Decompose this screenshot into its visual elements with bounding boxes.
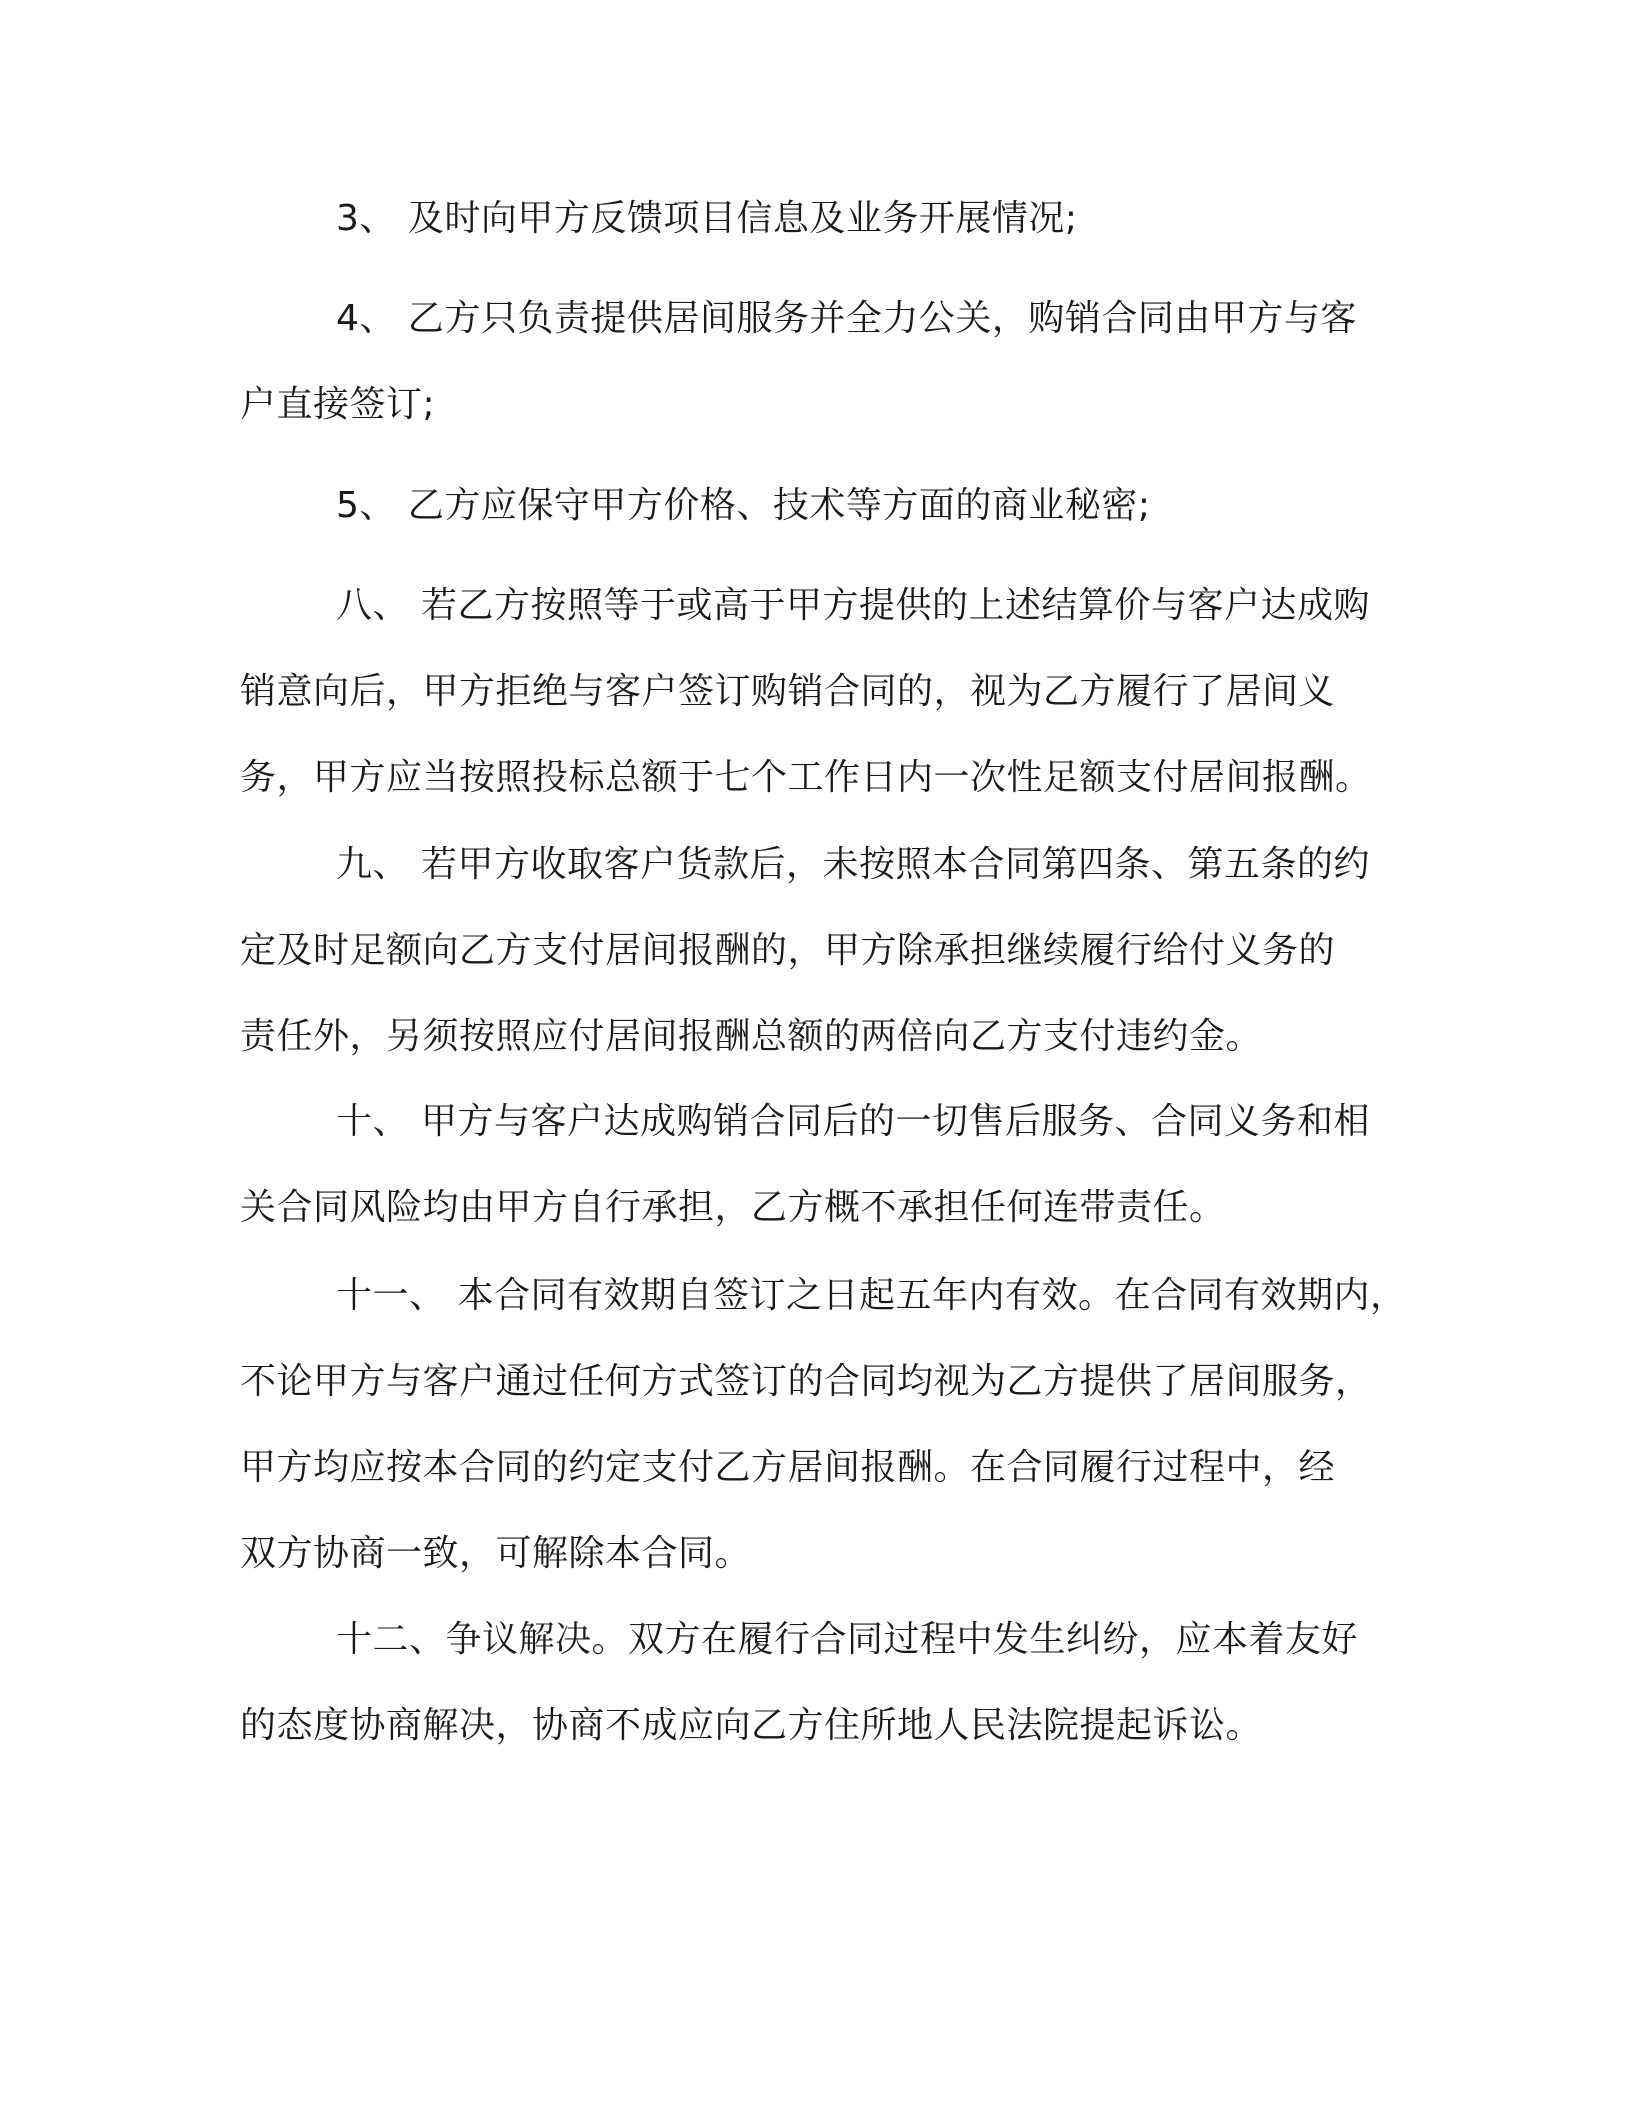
paragraph-line: 4、 乙方只负责提供居间服务并全力公关，购销合同由甲方与客 <box>336 298 1357 339</box>
paragraph-line: 5、 乙方应保守甲方价格、技术等方面的商业秘密; <box>336 485 1151 526</box>
paragraph-line: 责任外，另须按照应付居间报酬总额的两倍向乙方支付违约金。 <box>240 1016 1263 1057</box>
paragraph-item-3 <box>240 176 1400 262</box>
paragraph-line: 务，甲方应当按照投标总额于七个工作日内一次性足额支付居间报酬。 <box>240 757 1372 798</box>
paragraph-line: 十二、争议解决。双方在履行合同过程中发生纠纷，应本着友好 <box>336 1619 1359 1660</box>
paragraph-line: 关合同风险均由甲方自行承担，乙方概不承担任何连带责任。 <box>240 1187 1226 1228</box>
paragraph-line: 十、 甲方与客户达成购销合同后的一切售后服务、合同义务和相 <box>336 1101 1370 1142</box>
clause-9 <box>240 822 1400 1080</box>
clause-12 <box>240 1597 1400 1769</box>
paragraph-line: 甲方均应按本合同的约定支付乙方居间报酬。在合同履行过程中，经 <box>240 1447 1336 1488</box>
clause-11 <box>240 1253 1407 1597</box>
paragraph-line: 九、 若甲方收取客户货款后，未按照本合同第四条、第五条的约 <box>336 844 1370 885</box>
paragraph-line: 3、 及时向甲方反馈项目信息及业务开展情况; <box>336 198 1078 239</box>
paragraph-line: 定及时足额向乙方支付居间报酬的，甲方除承担继续履行给付义务的 <box>240 930 1336 971</box>
paragraph-line: 销意向后，甲方拒绝与客户签订购销合同的，视为乙方履行了居间义 <box>240 671 1336 712</box>
paragraph-line: 十一、 本合同有效期自签订之日起五年内有效。在合同有效期内， <box>336 1275 1407 1316</box>
clause-8 <box>240 563 1400 821</box>
clause-10 <box>240 1079 1400 1251</box>
paragraph-line: 不论甲方与客户通过任何方式签订的合同均视为乙方提供了居间服务， <box>240 1361 1372 1402</box>
paragraph-line: 的态度协商解决，协商不成应向乙方住所地人民法院提起诉讼。 <box>240 1705 1263 1746</box>
paragraph-line: 八、 若乙方按照等于或高于甲方提供的上述结算价与客户达成购 <box>336 585 1370 626</box>
paragraph-item-4 <box>240 276 1400 448</box>
paragraph-line: 双方协商一致，可解除本合同。 <box>240 1533 752 1574</box>
paragraph-item-5 <box>240 463 1400 549</box>
paragraph-line: 户直接签订; <box>240 384 436 425</box>
